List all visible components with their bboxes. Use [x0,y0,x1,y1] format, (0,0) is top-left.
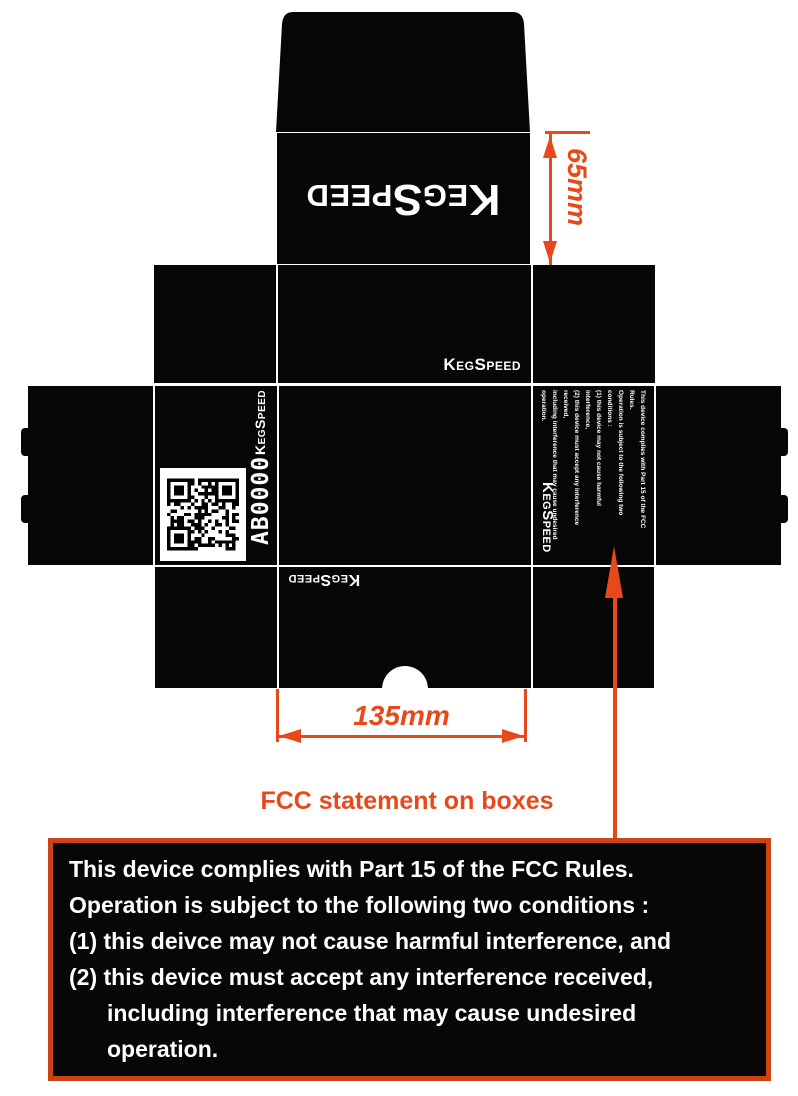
left-dust-flap [28,386,153,565]
callout-arrow-up-icon [605,546,623,598]
bottom-right-flap [533,567,654,688]
carton-fcc-line: (1) this device may not cause harmful interference, [584,390,602,506]
right-flap-tab-2 [779,495,788,523]
fcc-statement-line: Operation is subject to the following two conditions : [69,892,650,918]
qr-side-panel [155,386,277,565]
fcc-statement-line: (1) this deivce may not cause harmful interference, and [69,928,672,954]
right-flap-tab-1 [779,428,788,456]
fcc-statement-box [48,838,771,1081]
fcc-statement-line: (2) this device must accept any interference received, [69,964,654,990]
carton-fcc-line: (2) this device must accept any interference received, [562,390,580,526]
brand-logo-upper-panel: KegSpeed [443,355,521,374]
bottom-left-flap [155,567,277,688]
upper-left-side-panel [154,265,276,383]
carton-fcc-line: including interference that may cause undesired [551,390,558,540]
upper-center-panel [278,265,531,383]
brand-logo-qr-panel: KegSpeed [252,389,268,455]
dimension-65mm-arrow-up-icon [543,136,557,158]
front-panel [279,386,531,565]
dimension-135mm-line [279,735,524,738]
fcc-statement-line: including interference that may cause undesired [107,1000,637,1026]
upper-right-side-panel [533,265,655,383]
carton-fcc-line: This device complies with Part 15 of the FCC Rules. [628,390,646,529]
annotation-heading: FCC statement on boxes [260,787,554,815]
brand-logo-right-panel: KegSpeed [539,482,556,553]
bottom-center-flap [279,567,531,688]
left-flap-tab-2 [21,495,30,523]
brand-logo-bottom-flap: KegSpeed [288,571,361,588]
dimension-135mm-tick-right [524,689,527,742]
brand-logo-lid: KegSpeed [306,174,501,224]
fcc-statement-line: operation. [107,1036,219,1062]
carton-fcc-line: operation. [540,390,547,422]
serial-number: AB0000 [248,455,274,545]
carton-fcc-line: Operation is subject to the following two conditions : [606,390,624,516]
dimension-135mm-label: 135mm [353,700,450,731]
dimension-65mm-arrow-down-icon [543,241,557,263]
left-flap-tab-1 [21,428,30,456]
right-dust-flap [656,386,781,565]
right-side-panel [533,386,654,565]
lid-top-flap [274,10,532,132]
thumb-notch-cutout [382,666,428,688]
carton-fcc-statement [538,390,648,546]
dimension-135mm-arrow-right-icon [502,729,524,743]
qr-code [160,468,246,561]
dimension-65mm-label: 65mm [562,148,592,227]
dimension-135mm-arrow-left-icon [279,729,301,743]
callout-connector-line [613,597,617,838]
fcc-statement-line: This device complies with Part 15 of the FCC Rules. [69,856,634,882]
lid-front-panel [277,133,530,264]
